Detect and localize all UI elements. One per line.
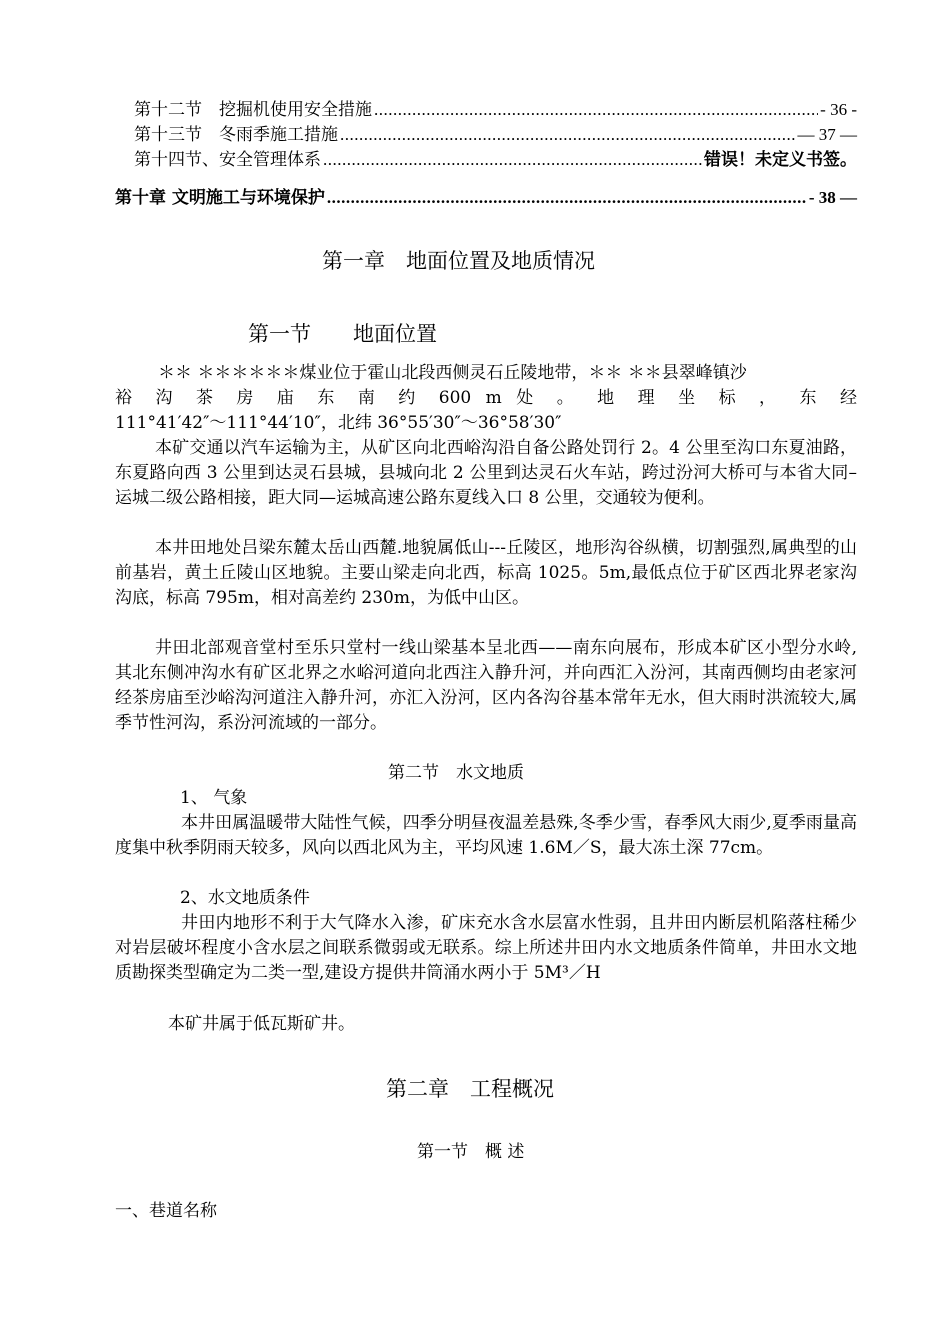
section-title: 第一节 概 述 [417,1142,525,1162]
paragraph: 本井田属温暖带大陆性气候，四季分明昼夜温差悬殊,冬季少雪，春季风大雨少,夏季雨量高度集中秋季阴雨天较多，风向以西北风为主，平均风速 1.6M／S，最大冻土深 77cm。 [115,813,857,858]
list-item: 一、巷道名称 [115,1201,217,1221]
toc-entry-page-error: 错误！未定义书签。 [704,150,857,169]
list-item: 2、水文地质条件 [180,888,310,908]
paragraph: 井田北部观音堂村至乐只堂村一线山梁基本呈北西——南东向展布，形成本矿区小型分水岭,其北东侧冲沟水有矿区北界之水峪河道向北西注入静升河，并向西汇入汾河，其南西侧均由老家河经茶房庙至沙峪沟河道注入静升河，亦汇入汾河，区内各沟谷基本常年无水，但大雨时洪流较大,属季节性河沟，系汾河流域的一部分。 [115,638,857,733]
toc-leader-dots [374,98,818,122]
paragraph-line: 111°41′42″～111°44′10″，北纬 36°55′30″～36°58′30″ [115,413,562,433]
toc-chapter-entry[interactable] [115,186,857,210]
paragraph-line: ＊＊ ＊＊＊＊＊＊煤业位于霍山北段西侧灵石丘陵地带，＊＊ ＊＊县翠峰镇沙 [158,363,747,383]
toc-leader-dots [323,148,702,172]
toc-entry-label: 第十三节 冬雨季施工措施 [134,125,338,145]
chapter-title: 第二章 工程概况 [386,1077,554,1101]
paragraph: 本矿交通以汽车运输为主，从矿区向北西峪沟沿自备公路处罚行 2。4 公里至沟口东夏油路，东夏路向西 3 公里到达灵石县城，县城向北 2 公里到达灵石火车站，跨过汾河大桥可与本省大同–运城二级公路相接，距大同—运城高速公路东夏线入口 8 公里，交通较为便利。 [115,438,857,508]
toc-entry[interactable] [134,98,857,122]
paragraph: 本井田地处吕梁东麓太岳山西麓.地貌属低山---丘陵区，地形沟谷纵横，切割强烈,属典型的山前基岩，黄土丘陵山区地貌。主要山梁走向北西，标高 1025。5m,最低点位于矿区西北界老家沟沟底，标高 795m，相对高差约 230m，为低中山区。 [115,538,857,608]
toc-leader-dots [327,186,807,210]
toc-entry-label: 第十二节 挖掘机使用安全措施 [134,100,372,120]
chapter-title: 第一章 地面位置及地质情况 [322,249,595,273]
toc-entry[interactable] [134,123,857,147]
toc-entry-page: - 36 - [820,100,857,119]
toc-entry-page: - 38 — [808,188,857,207]
toc-entry-label: 第十章 文明施工与环境保护 [115,188,325,208]
paragraph: 本矿井属于低瓦斯矿井。 [168,1014,355,1034]
toc-entry-label: 第十四节、安全管理体系 [134,150,321,170]
toc-entry-page: — 37 — [797,125,857,144]
paragraph-line: 裕 沟 茶 房 庙 东 南 约 600 m 处 。 地 理 坐 标 ， 东 经 [115,388,857,408]
section-title: 第一节 地面位置 [248,322,437,346]
list-item: 1、 气象 [180,788,248,808]
toc-leader-dots [340,123,796,147]
section-title: 第二节 水文地质 [388,763,524,783]
paragraph: 井田内地形不利于大气降水入渗，矿床充水含水层富水性弱，且井田内断层机陷落柱稀少对岩层破坏程度小含水层之间联系微弱或无联系。综上所述井田内水文地质条件简单，井田水文地质勘探类型确定为二类一型,建设方提供井筒涌水两小于 5M³／H [115,913,857,983]
toc-entry[interactable] [134,148,857,172]
